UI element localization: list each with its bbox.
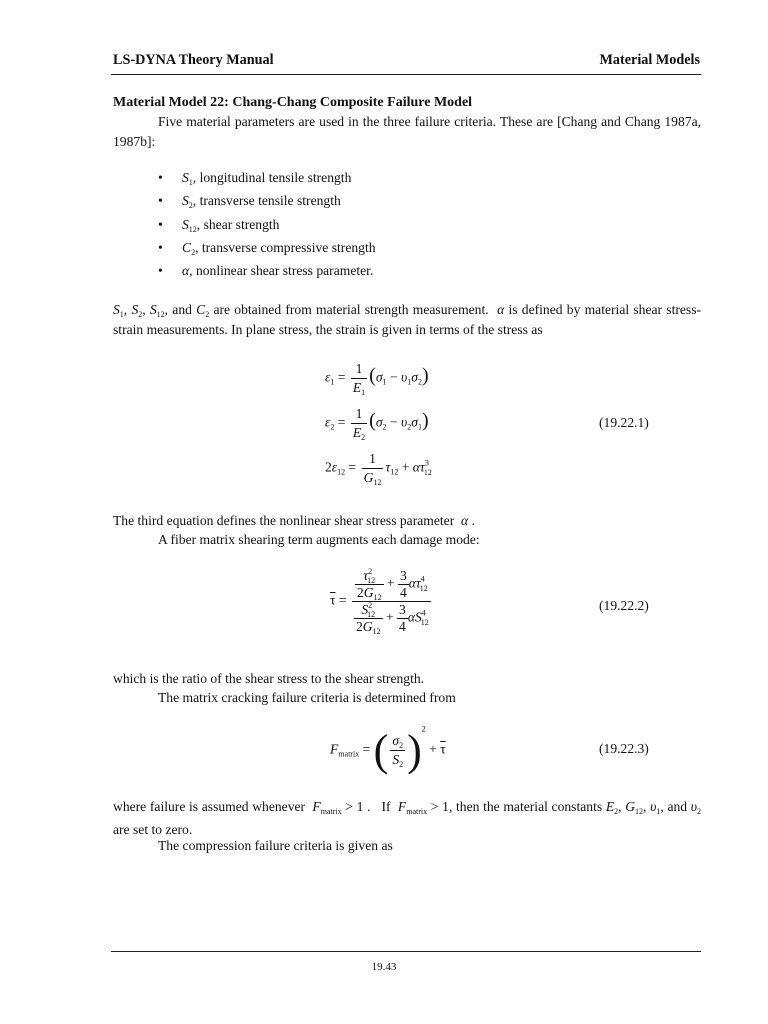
- page-number: 19.43: [371, 961, 397, 973]
- failure-condition-paragraph: where failure is assumed whenever $F_{matrix} > 1$ . If $F_{matrix} > 1$, then the material constants $E_2$, $G_{12}$, $\upsilon_1$, and $\upsilon_2$ are set to zero.: [113, 799, 701, 837]
- list-item: • $C_2$, transverse compressive strength: [158, 239, 376, 257]
- third-equation-paragraph: The third equation defines the nonlinear shear stress parameter α .: [113, 513, 475, 528]
- running-header-title: LS-DYNA Theory Manual: [113, 52, 274, 68]
- equation-number: (19.22.2): [599, 598, 649, 613]
- section-title: Material Model 22: Chang-Chang Composite Failure Model: [113, 95, 473, 110]
- equation-strain-1: $\varepsilon_1$ = $\frac{1}{E_1}$ $(\sigma_1 - \upsilon_1\sigma_2)$: [325, 361, 429, 397]
- equation-number: (19.22.3): [599, 741, 649, 756]
- header-rule: [111, 74, 701, 75]
- list-item: • $S_2$, transverse tensile strength: [158, 193, 341, 211]
- equation-strain-2: $\varepsilon_2$ = $\frac{1}{E_2}$ $(\sigma_2 - \upsilon_2\sigma_1)$: [325, 406, 429, 442]
- equation-tau-bar: $\overline{\tau}$ = $\frac{\tau^2_{12}}{2G_{12}}$ + $\frac{3}{4}$ $\alpha\tau^4_{12}$ $\frac{S^2_{12}}{2G_{12}}$ + $\frac{3}{4}$ $\alpha S^4_{12}$: [330, 567, 429, 636]
- equation-shear-strain: $2\varepsilon_{12}$ = $\frac{1}{G_{12}}$ $\tau_{12} + \alpha\tau^3_{12}$: [325, 451, 432, 487]
- compression-paragraph: The compression failure criteria is given as: [158, 838, 393, 853]
- parameter-list: [158, 168, 376, 284]
- ratio-paragraph: which is the ratio of the shear stress to the shear strength.: [113, 671, 425, 686]
- strength-paragraph: $S_1$, $S_2$, $S_{12}$, and $C_2$ are obtained from material strength measurement. α is defined by material shear stress-strain measurements. In plane stress, the strain is given in terms of the stress as: [113, 302, 702, 337]
- running-header-section: Material Models: [599, 52, 700, 68]
- list-item: • α, nonlinear shear stress parameter.: [158, 263, 374, 279]
- matrix-cracking-paragraph: The matrix cracking failure criteria is determined from: [158, 690, 456, 705]
- footer-rule: [111, 951, 701, 952]
- equation-f-matrix: $F_{matrix}$ = ( $\frac{\sigma_2}{S_2}$ )$^2 + \overline{\tau}$: [330, 724, 446, 775]
- list-item: • $S_{12}$, shear strength: [158, 216, 280, 234]
- list-item: • $S_1$, longitudinal tensile strength: [158, 170, 352, 187]
- fiber-matrix-paragraph: A fiber matrix shearing term augments each damage mode:: [158, 532, 480, 547]
- intro-paragraph: Five material parameters are used in the three failure criteria. These are [Chang and Chang 1987a, 1987b]:: [113, 114, 701, 149]
- equation-number: (19.22.1): [599, 415, 649, 430]
